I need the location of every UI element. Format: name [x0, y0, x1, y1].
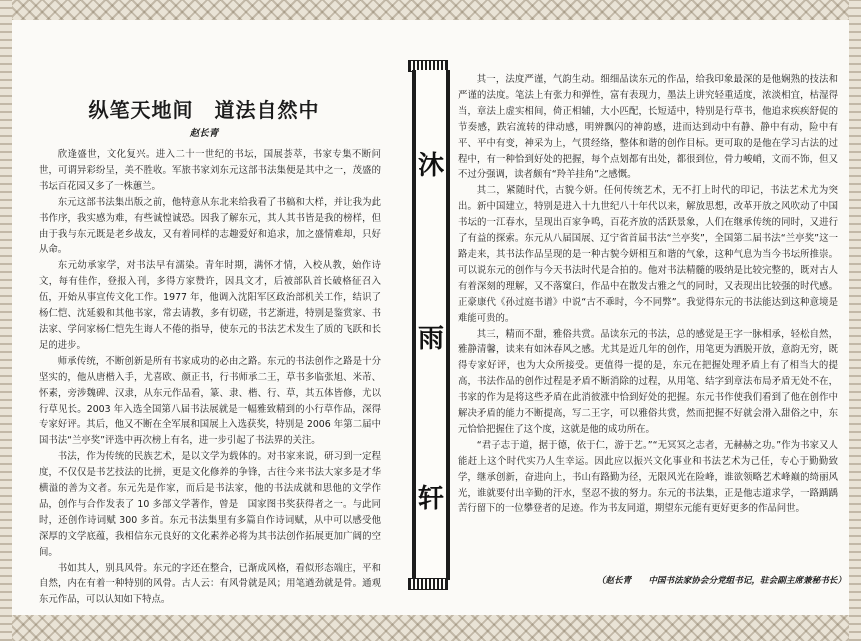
- paragraph: 东元这部书法集出版之前，他特意从东北来给我看了书稿和大样，并让我为此书作序，我实感为难，有些诚惶诚恐。因我了解东元，其人其书皆是我的榜样，但由于我与东元既是老乡战友，又有着同样的志趣爱好和追求，加之盛情难却，只好从命。: [39, 196, 381, 256]
- paragraph: 欣逢盛世，文化复兴。进入二十一世纪的书坛，国展荟萃，书家专集不断问世，可谓异彩纷呈，美不胜收。军旅书家刘东元这部书法集便是其中之一，茂盛的书坛百花园又多了一株蕙兰。: [39, 149, 381, 192]
- paragraph: 书如其人，别具风骨。东元的字还在整合，已渐成风格，看似形态端庄，平和自然，内在有着一种特别的风骨。古人云：有风骨就是风；用笔遒劲就是骨。通观东元作品，可以认知如下特点。: [39, 562, 381, 606]
- article-title: 纵笔天地间 道法自然中: [88, 98, 320, 122]
- paragraph: 其三，精而不甜，雅俗共赏。品读东元的书法，总的感觉是王字一脉相承，轻松自然，雅静清馨，读来有如沐春风之感。尤其是近几年的创作，用笔更为洒脱开放，意韵无穷，既得专家好评，也为大众所接受。更值得一提的是，东元在把握处理矛盾上有了相当大的提高，书法作品的创作过程是矛盾不断消除的过程，从用笔、结字到章法布局矛盾无处不在，书家的作为是将这些矛盾在此消彼涨中恰到好处的把握。东元书作使我们看到了他在创作中解决矛盾的能力不断提高，写二王字，可以雅俗共赏，然而把握不好就会滑入甜俗之中，东元恰恰把握住了这个度，这就是他的成功所在。: [458, 328, 838, 435]
- scroll-character-3: 轩: [417, 484, 444, 514]
- scroll-character-1: 沐: [417, 151, 444, 181]
- paragraph: 其一，法度严谨，气韵生动。细细品读东元的作品，给我印象最深的是他娴熟的技法和严谨的法度。笔法上有张力和弹性，富有表现力，墨法上讲究轻重适度，浓淡相宜，枯湿得当，章法上虚实相间，倚正相辅，大小匹配，长短适中，特别是行草书，他追求疾疾舒促的节奏感，跌宕流转的律动感，明辨飘闪的神韵感，进而达到动中有静、静中有动，险中有平、平中有变，神采为上，气贯经络，整体和谐的创作目标。更可取的是他在学习古法的过程中，有一种恰到好处的把握，每个点划都有出处，都很到位，骨力峻峭，文而不饰，但又不过分强调，读者颇有“羚羊挂角”之感慨。: [458, 74, 838, 181]
- paragraph: 其二，紧随时代，古貌今妍。任何传统艺术，无不打上时代的印记，书法艺术尤为突出。新中国建立，特别是进入十九世纪八十年代以来，解放思想，改革开放之风吹动了中国书坛的一江春水，呈现出百家争鸣，百花齐放的活跃景象，人们在继承传统的同时，又进行了有益的探索。东元从八届国展、辽宁省首届书法“兰亭奖”，全国第二届书法“兰亭奖”这一路走来，其书法作品呈现的是一种古貌今妍相互和谐的气象，这种气息为当今书坛所推崇。可以说东元的创作与今天书法时代是合拍的。他对书法精髓的吸纳是比较完整的，既对古人有着深刻的理解，又不落窠臼，作品中在散发古雅之气的同时，又表现出比较强的时代感。正豪康代《孙过庭书谱》中说“古不乖时，今不同弊”。我觉得东元的书法能达到这种意境是难能可贵的。: [458, 185, 838, 324]
- author-signature: （赵长青 中国书法家协会分党组书记，驻会副主席兼秘书长）: [596, 576, 846, 586]
- bottom-decorative-border: [0, 613, 861, 641]
- paragraph: 师承传统，不断创新是所有书家成功的必由之路。东元的书法创作之路是十分坚实的，他从唐楷入手，尤喜欧、颜正书，行书师承二王，草书多临张旭、米芾、怀素，旁涉魏碑、汉隶，从东元作品看，篆、隶、楷、行、草，其五体皆修，尤以行草见长。2003 年入选全国第八届书法展就是一幅雅致精到的小行草作品，深得专家好评。其后，他又不断在全军展和国展上入选获奖，特别是 2006 年第二届中国书法“兰亭奖”评选中再次榜上有名，进一步引起了书法界的关注。: [39, 355, 381, 447]
- left-column-body: [39, 147, 381, 608]
- paragraph: 东元幼承家学，对书法早有濡染。青年时期，满怀才情，入校从教，始作诗文，每有佳作，登报入刊，多得方家赞许，因具文才，后被部队首长破格征召入伍，开始从事宣传文化工作。1977 年，他调入沈阳军区政治部机关工作，结识了杨仁恺、沈延毅和其他书家，常去请教，多有切磋，书艺渐进，特别是鉴赏家、书法家、学问家杨仁恺先生诲人不倦的指导，使东元的书法艺术发生了质的飞跃和长足的进步。: [39, 260, 381, 351]
- right-column-body: [458, 72, 838, 517]
- scroll-roller-bottom: [408, 578, 448, 590]
- article-author: 赵长青: [189, 128, 219, 139]
- scroll-character-2: 雨: [417, 324, 444, 354]
- paragraph: 书法，作为传统的民族艺术，是以文学为载体的。对书家来说，研习到一定程度，不仅仅是书艺技法的比拼，更是文化修养的争锋，古往今来书法大家多是才华横溢的善为文者。东元先是作家，而后是书法家，他的书法成就和思他的文学作品，创作与合作发表了 10 多部文学著作，曾是 国家图书奖获得者之一。与此同时，还创作诗词赋 300 多首。东元书法集里有多篇自作诗词赋，从中可以感受他深厚的文学底蕴，我相信东元良好的文化素养必将为其书法创作拓展更加广阔的空间。: [39, 451, 381, 558]
- paragraph: “君子志于道，据于德，依于仁，游于艺。”“无冥冥之志者，无赫赫之功。”作为书家又人能赶上这个时代实乃人生幸运。因此应以振兴文化事业和书法艺术为己任，专心于勤勤致学，继承创新，奋进向上，书山有路勤为径，无限风光在险峰，谁欲领略艺术峰巅的绮丽风光，谁就要付出辛勤的汗水，坚忍不拔的努力。东元的书法集，正是他志道求学，一路踽踽苦行留下的一位攀登者的足迹。作为书友同道，期望东元能有更好更多的作品问世。: [458, 439, 838, 515]
- top-decorative-border: [0, 0, 861, 22]
- left-decorative-border: [0, 0, 12, 641]
- right-decorative-border: [849, 0, 861, 641]
